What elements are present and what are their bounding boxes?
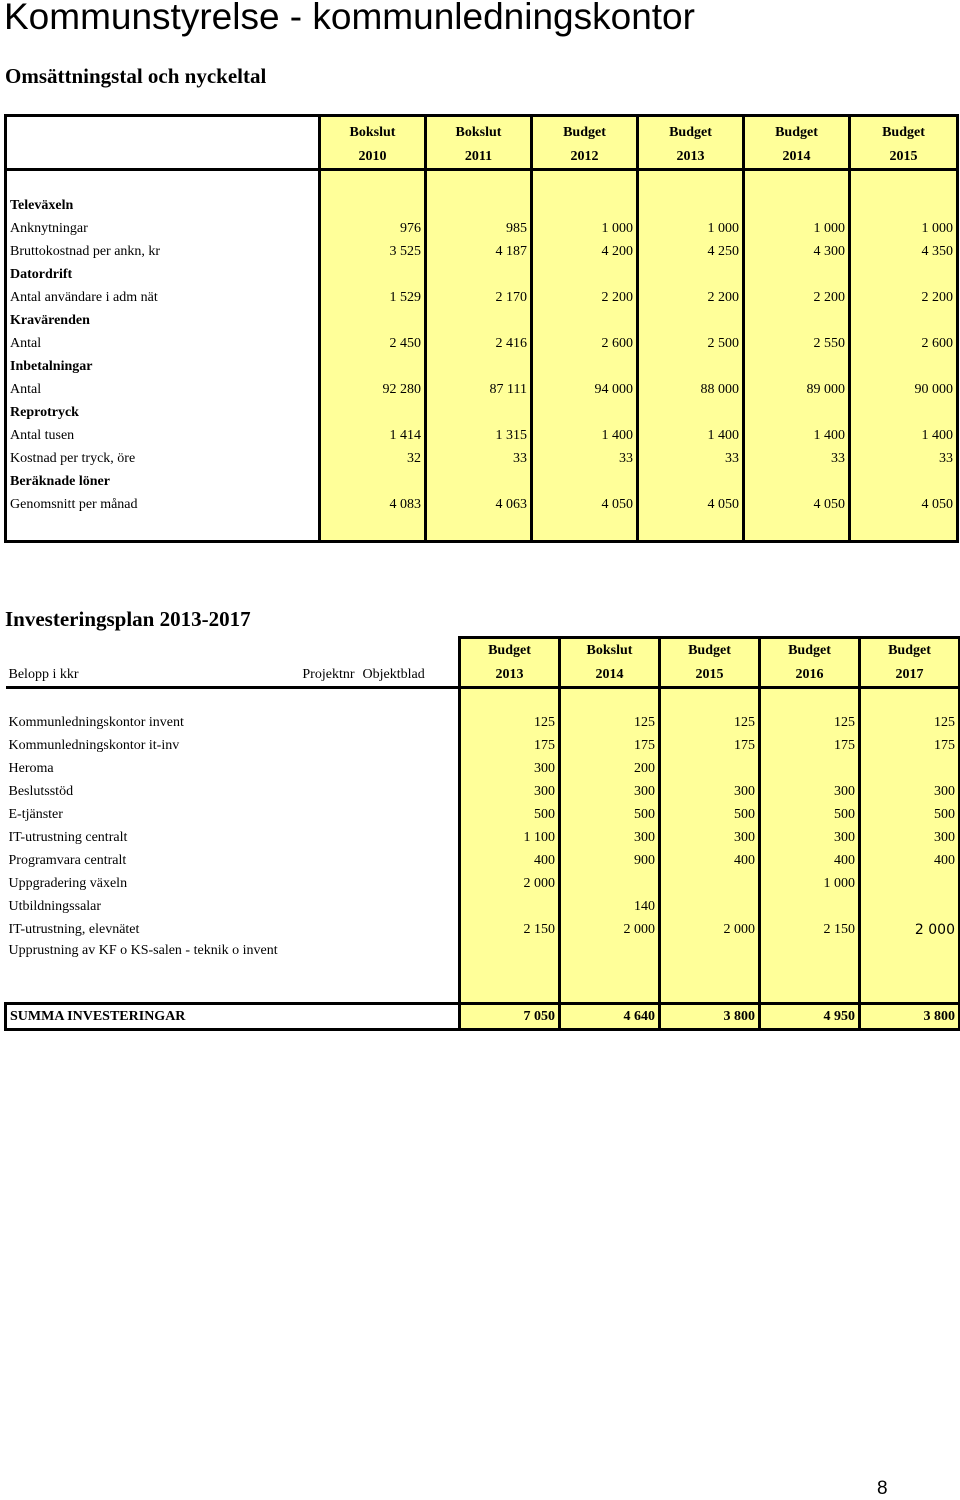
value-cell: 4 083 <box>320 493 426 516</box>
spacer-cell <box>850 170 958 195</box>
blank-cell <box>357 872 460 895</box>
value-cell: 1 400 <box>744 424 850 447</box>
spacer-row <box>6 516 958 542</box>
header-type-2015: Budget <box>850 116 958 146</box>
value-cell <box>660 895 760 918</box>
row-label: Genomsnitt per månad <box>10 496 138 512</box>
header-type-2016: Budget <box>760 638 860 664</box>
value-cell: 1 000 <box>850 217 958 240</box>
blank-cell <box>282 803 357 826</box>
value-cell: 300 <box>460 780 560 803</box>
value-cell: 1 000 <box>638 217 744 240</box>
value-cell <box>320 309 426 332</box>
header-blank <box>6 116 320 146</box>
header-type-2014: Budget <box>744 116 850 146</box>
value-cell <box>532 401 638 424</box>
table-row <box>6 493 958 516</box>
value-cell: 400 <box>460 849 560 872</box>
table-row <box>6 734 960 757</box>
header-blank <box>6 145 320 170</box>
value-cell: 4 300 <box>744 240 850 263</box>
value-cell <box>860 895 960 918</box>
value-cell <box>532 194 638 217</box>
value-cell <box>744 470 850 493</box>
table-row <box>6 895 960 918</box>
value-cell <box>744 401 850 424</box>
value-cell: 175 <box>560 734 660 757</box>
value-cell <box>850 355 958 378</box>
row-label: Utbildningssalar <box>8 898 102 914</box>
value-cell: 2 550 <box>744 332 850 355</box>
total-label: SUMMA INVESTERINGAR <box>6 1004 282 1030</box>
value-cell: 125 <box>460 711 560 734</box>
spacer-cell <box>660 688 760 712</box>
row-label: Programvara centralt <box>8 852 127 868</box>
blank-cell <box>357 826 460 849</box>
table-row <box>6 240 958 263</box>
spacer-cell <box>744 516 850 542</box>
spacer-cell <box>426 516 532 542</box>
blank-cell <box>282 780 357 803</box>
header-type-2012: Budget <box>532 116 638 146</box>
header-year: 2014 <box>744 145 850 170</box>
total-blank <box>357 1004 460 1030</box>
value-cell: 2 200 <box>638 286 744 309</box>
spacer-cell <box>560 688 660 712</box>
value-cell: 88 000 <box>638 378 744 401</box>
category-label: Televäxeln <box>10 197 74 213</box>
value-cell <box>426 355 532 378</box>
value-cell: 3 525 <box>320 240 426 263</box>
value-cell: 985 <box>426 217 532 240</box>
value-cell: 2 600 <box>850 332 958 355</box>
value-cell <box>638 194 744 217</box>
value-cell: 300 <box>860 780 960 803</box>
value-cell: 1 000 <box>532 217 638 240</box>
blank-cell <box>357 941 460 981</box>
section-title-key-figures: Omsättningstal och nyckeltal <box>5 64 267 88</box>
header-type-2010: Bokslut <box>320 116 426 146</box>
value-cell: 4 050 <box>638 493 744 516</box>
value-cell: 125 <box>660 711 760 734</box>
value-cell <box>460 941 560 981</box>
value-cell: 2 150 <box>760 918 860 941</box>
spacer-row <box>6 170 958 195</box>
value-cell <box>426 309 532 332</box>
header-type-2017: Budget <box>860 638 960 664</box>
value-cell: 500 <box>760 803 860 826</box>
value-cell: 125 <box>560 711 660 734</box>
spacer-cell <box>357 981 460 1004</box>
value-cell <box>660 872 760 895</box>
category-label: Kravärenden <box>10 312 90 328</box>
value-cell <box>638 355 744 378</box>
total-value: 3 800 <box>860 1004 960 1030</box>
blank-cell <box>357 895 460 918</box>
category-row <box>6 263 958 286</box>
value-cell: 33 <box>532 447 638 470</box>
value-cell <box>744 194 850 217</box>
spacer-cell <box>357 688 460 712</box>
value-cell: 175 <box>660 734 760 757</box>
blank-cell <box>357 803 460 826</box>
table-row <box>6 941 960 981</box>
value-cell: 2 000 <box>660 918 760 941</box>
header-row-years <box>6 663 960 688</box>
header-type-2013: Budget <box>638 116 744 146</box>
spacer-cell <box>850 516 958 542</box>
header-year: 2013 <box>460 663 560 688</box>
header-year: 2015 <box>850 145 958 170</box>
value-cell <box>850 309 958 332</box>
header-year: 2016 <box>760 663 860 688</box>
spacer-cell <box>638 170 744 195</box>
value-cell: 94 000 <box>532 378 638 401</box>
value-cell <box>660 941 760 981</box>
value-cell <box>560 941 660 981</box>
value-cell: 500 <box>660 803 760 826</box>
value-cell: 4 050 <box>850 493 958 516</box>
value-cell <box>532 263 638 286</box>
value-cell: 2 200 <box>744 286 850 309</box>
value-cell: 2 000 <box>560 918 660 941</box>
value-cell: 1 315 <box>426 424 532 447</box>
header-year: 2014 <box>560 663 660 688</box>
value-cell <box>760 757 860 780</box>
blank-cell <box>282 918 357 941</box>
spacer-cell <box>744 170 850 195</box>
row-label: Kommunledningskontor it-inv <box>8 737 180 753</box>
header-type-2011: Bokslut <box>426 116 532 146</box>
value-cell: 33 <box>426 447 532 470</box>
blank-cell <box>357 734 460 757</box>
value-cell <box>320 194 426 217</box>
value-cell <box>850 470 958 493</box>
value-cell: 32 <box>320 447 426 470</box>
page-number: 8 <box>877 1478 888 1499</box>
header-projektnr: Projektnr <box>282 663 357 688</box>
blank-cell <box>282 895 357 918</box>
spacer-cell <box>320 170 426 195</box>
row-label: Antal användare i adm nät <box>10 289 158 305</box>
spacer-cell <box>532 516 638 542</box>
value-cell <box>426 401 532 424</box>
value-cell: 1 000 <box>744 217 850 240</box>
blank-cell <box>357 918 460 941</box>
header-type-2014: Bokslut <box>560 638 660 664</box>
spacer-cell <box>638 516 744 542</box>
table-row <box>6 803 960 826</box>
value-cell <box>860 941 960 981</box>
spacer-cell <box>560 981 660 1004</box>
value-cell: 87 111 <box>426 378 532 401</box>
value-cell <box>760 941 860 981</box>
value-cell <box>532 470 638 493</box>
value-cell <box>426 194 532 217</box>
value-cell <box>426 470 532 493</box>
value-cell: 175 <box>460 734 560 757</box>
value-cell: 1 400 <box>532 424 638 447</box>
value-cell: 300 <box>760 780 860 803</box>
table-row <box>6 780 960 803</box>
table-row <box>6 378 958 401</box>
value-cell <box>860 872 960 895</box>
value-cell <box>638 401 744 424</box>
header-row-years <box>6 145 958 170</box>
value-cell <box>532 309 638 332</box>
value-cell <box>320 401 426 424</box>
header-year: 2010 <box>320 145 426 170</box>
spacer-cell <box>760 688 860 712</box>
value-cell: 125 <box>860 711 960 734</box>
table-row <box>6 424 958 447</box>
blank-cell <box>282 826 357 849</box>
spacer-cell <box>460 688 560 712</box>
category-row <box>6 355 958 378</box>
header-year: 2015 <box>660 663 760 688</box>
table-row <box>6 826 960 849</box>
value-cell: 1 400 <box>638 424 744 447</box>
row-label: Kommunledningskontor invent <box>8 714 184 730</box>
table-row <box>6 757 960 780</box>
value-cell: 33 <box>850 447 958 470</box>
row-label: IT-utrustning, elevnätet <box>8 921 140 937</box>
value-cell <box>320 355 426 378</box>
blank-cell <box>357 780 460 803</box>
value-cell: 300 <box>560 780 660 803</box>
header-belopp: Belopp i kkr <box>6 663 282 688</box>
investment-plan-table <box>4 636 960 1031</box>
value-cell <box>850 401 958 424</box>
spacer-cell <box>860 688 960 712</box>
table-row <box>6 918 960 941</box>
total-value: 7 050 <box>460 1004 560 1030</box>
row-label: Bruttokostnad per ankn, kr <box>10 243 161 259</box>
header-row-top <box>6 638 960 664</box>
value-cell: 500 <box>560 803 660 826</box>
value-cell: 4 063 <box>426 493 532 516</box>
total-value: 4 950 <box>760 1004 860 1030</box>
header-blank <box>357 638 460 664</box>
header-year: 2013 <box>638 145 744 170</box>
header-type-2015: Budget <box>660 638 760 664</box>
value-cell: 500 <box>460 803 560 826</box>
value-cell: 1 000 <box>760 872 860 895</box>
value-cell: 125 <box>760 711 860 734</box>
value-cell: 2 200 <box>532 286 638 309</box>
header-type-2013: Budget <box>460 638 560 664</box>
total-value: 4 640 <box>560 1004 660 1030</box>
header-year: 2011 <box>426 145 532 170</box>
value-cell: 300 <box>660 780 760 803</box>
spacer-row <box>6 981 960 1004</box>
spacer-cell <box>460 981 560 1004</box>
row-label: Uppgradering växeln <box>8 875 128 891</box>
header-blank <box>282 638 357 664</box>
value-cell: 33 <box>638 447 744 470</box>
value-cell: 4 050 <box>532 493 638 516</box>
header-blank <box>6 638 282 664</box>
value-cell: 2 600 <box>532 332 638 355</box>
value-cell <box>426 263 532 286</box>
value-cell: 300 <box>760 826 860 849</box>
row-label: Beslutsstöd <box>8 783 74 799</box>
value-cell: 400 <box>660 849 760 872</box>
value-cell: 2 000 <box>860 918 960 941</box>
table-row <box>6 711 960 734</box>
value-cell <box>860 757 960 780</box>
spacer-cell <box>6 170 320 195</box>
spacer-cell <box>282 688 357 712</box>
key-figures-body <box>6 194 958 516</box>
value-cell: 300 <box>460 757 560 780</box>
header-year: 2017 <box>860 663 960 688</box>
value-cell: 1 529 <box>320 286 426 309</box>
total-value: 3 800 <box>660 1004 760 1030</box>
value-cell <box>660 757 760 780</box>
row-label: IT-utrustning centralt <box>8 829 128 845</box>
value-cell <box>744 355 850 378</box>
value-cell: 4 350 <box>850 240 958 263</box>
category-row <box>6 309 958 332</box>
spacer-cell <box>760 981 860 1004</box>
value-cell: 4 250 <box>638 240 744 263</box>
blank-cell <box>282 711 357 734</box>
category-row <box>6 401 958 424</box>
value-cell: 2 416 <box>426 332 532 355</box>
spacer-cell <box>532 170 638 195</box>
row-label: Kostnad per tryck, öre <box>10 450 136 466</box>
value-cell: 300 <box>860 826 960 849</box>
row-label: Heroma <box>8 760 54 776</box>
value-cell: 1 400 <box>850 424 958 447</box>
total-blank <box>282 1004 357 1030</box>
header-year: 2012 <box>532 145 638 170</box>
blank-cell <box>282 734 357 757</box>
value-cell: 89 000 <box>744 378 850 401</box>
value-cell: 1 100 <box>460 826 560 849</box>
value-cell <box>850 194 958 217</box>
section-title-investment-plan: Investeringsplan 2013-2017 <box>5 607 251 631</box>
value-cell: 976 <box>320 217 426 240</box>
table-row <box>6 332 958 355</box>
value-cell: 2 000 <box>460 872 560 895</box>
value-cell: 33 <box>744 447 850 470</box>
spacer-row <box>6 688 960 712</box>
row-label: Antal tusen <box>10 427 75 443</box>
key-figures-table <box>4 114 959 543</box>
value-cell: 500 <box>860 803 960 826</box>
total-row <box>6 1004 960 1030</box>
row-label: E-tjänster <box>8 806 63 822</box>
category-row <box>6 470 958 493</box>
spacer-cell <box>426 170 532 195</box>
value-cell <box>638 263 744 286</box>
category-label: Datordrift <box>10 266 73 282</box>
value-cell: 2 450 <box>320 332 426 355</box>
category-row <box>6 194 958 217</box>
value-cell <box>638 309 744 332</box>
blank-cell <box>357 757 460 780</box>
spacer-cell <box>6 981 282 1004</box>
value-cell: 4 187 <box>426 240 532 263</box>
value-cell: 175 <box>860 734 960 757</box>
value-cell: 400 <box>760 849 860 872</box>
spacer-cell <box>320 516 426 542</box>
value-cell: 2 500 <box>638 332 744 355</box>
value-cell <box>760 895 860 918</box>
value-cell: 140 <box>560 895 660 918</box>
header-objektblad: Objektblad <box>357 663 460 688</box>
page-title: Kommunstyrelse - kommunledningskontor <box>4 0 695 37</box>
value-cell: 400 <box>860 849 960 872</box>
header-row-top <box>6 116 958 146</box>
category-label: Inbetalningar <box>10 358 93 374</box>
table-row <box>6 286 958 309</box>
value-cell <box>560 872 660 895</box>
row-label: Antal <box>10 335 42 351</box>
table-row <box>6 872 960 895</box>
blank-cell <box>357 711 460 734</box>
spacer-cell <box>6 516 320 542</box>
category-label: Reprotryck <box>10 404 79 420</box>
value-cell: 92 280 <box>320 378 426 401</box>
row-label: Antal <box>10 381 42 397</box>
blank-cell <box>282 757 357 780</box>
value-cell <box>744 309 850 332</box>
value-cell <box>320 263 426 286</box>
blank-cell <box>282 941 357 981</box>
value-cell: 200 <box>560 757 660 780</box>
spacer-cell <box>6 688 282 712</box>
value-cell: 2 170 <box>426 286 532 309</box>
spacer-cell <box>860 981 960 1004</box>
table-row <box>6 217 958 240</box>
value-cell <box>638 470 744 493</box>
table-row <box>6 447 958 470</box>
row-label: Anknytningar <box>10 220 88 236</box>
value-cell: 90 000 <box>850 378 958 401</box>
row-label: Upprustning av KF o KS-salen - teknik o invent <box>8 943 278 958</box>
value-cell: 2 200 <box>850 286 958 309</box>
value-cell: 4 200 <box>532 240 638 263</box>
spacer-cell <box>282 981 357 1004</box>
value-cell: 1 414 <box>320 424 426 447</box>
value-cell <box>320 470 426 493</box>
category-label: Beräknade löner <box>10 473 110 489</box>
spacer-cell <box>660 981 760 1004</box>
blank-cell <box>282 849 357 872</box>
blank-cell <box>282 872 357 895</box>
table-row <box>6 849 960 872</box>
value-cell: 175 <box>760 734 860 757</box>
value-cell: 900 <box>560 849 660 872</box>
investment-plan-body <box>6 711 960 981</box>
value-cell <box>744 263 850 286</box>
value-cell: 300 <box>660 826 760 849</box>
blank-cell <box>357 849 460 872</box>
value-cell <box>460 895 560 918</box>
value-cell: 300 <box>560 826 660 849</box>
value-cell: 2 150 <box>460 918 560 941</box>
value-cell <box>850 263 958 286</box>
value-cell: 4 050 <box>744 493 850 516</box>
value-cell <box>532 355 638 378</box>
